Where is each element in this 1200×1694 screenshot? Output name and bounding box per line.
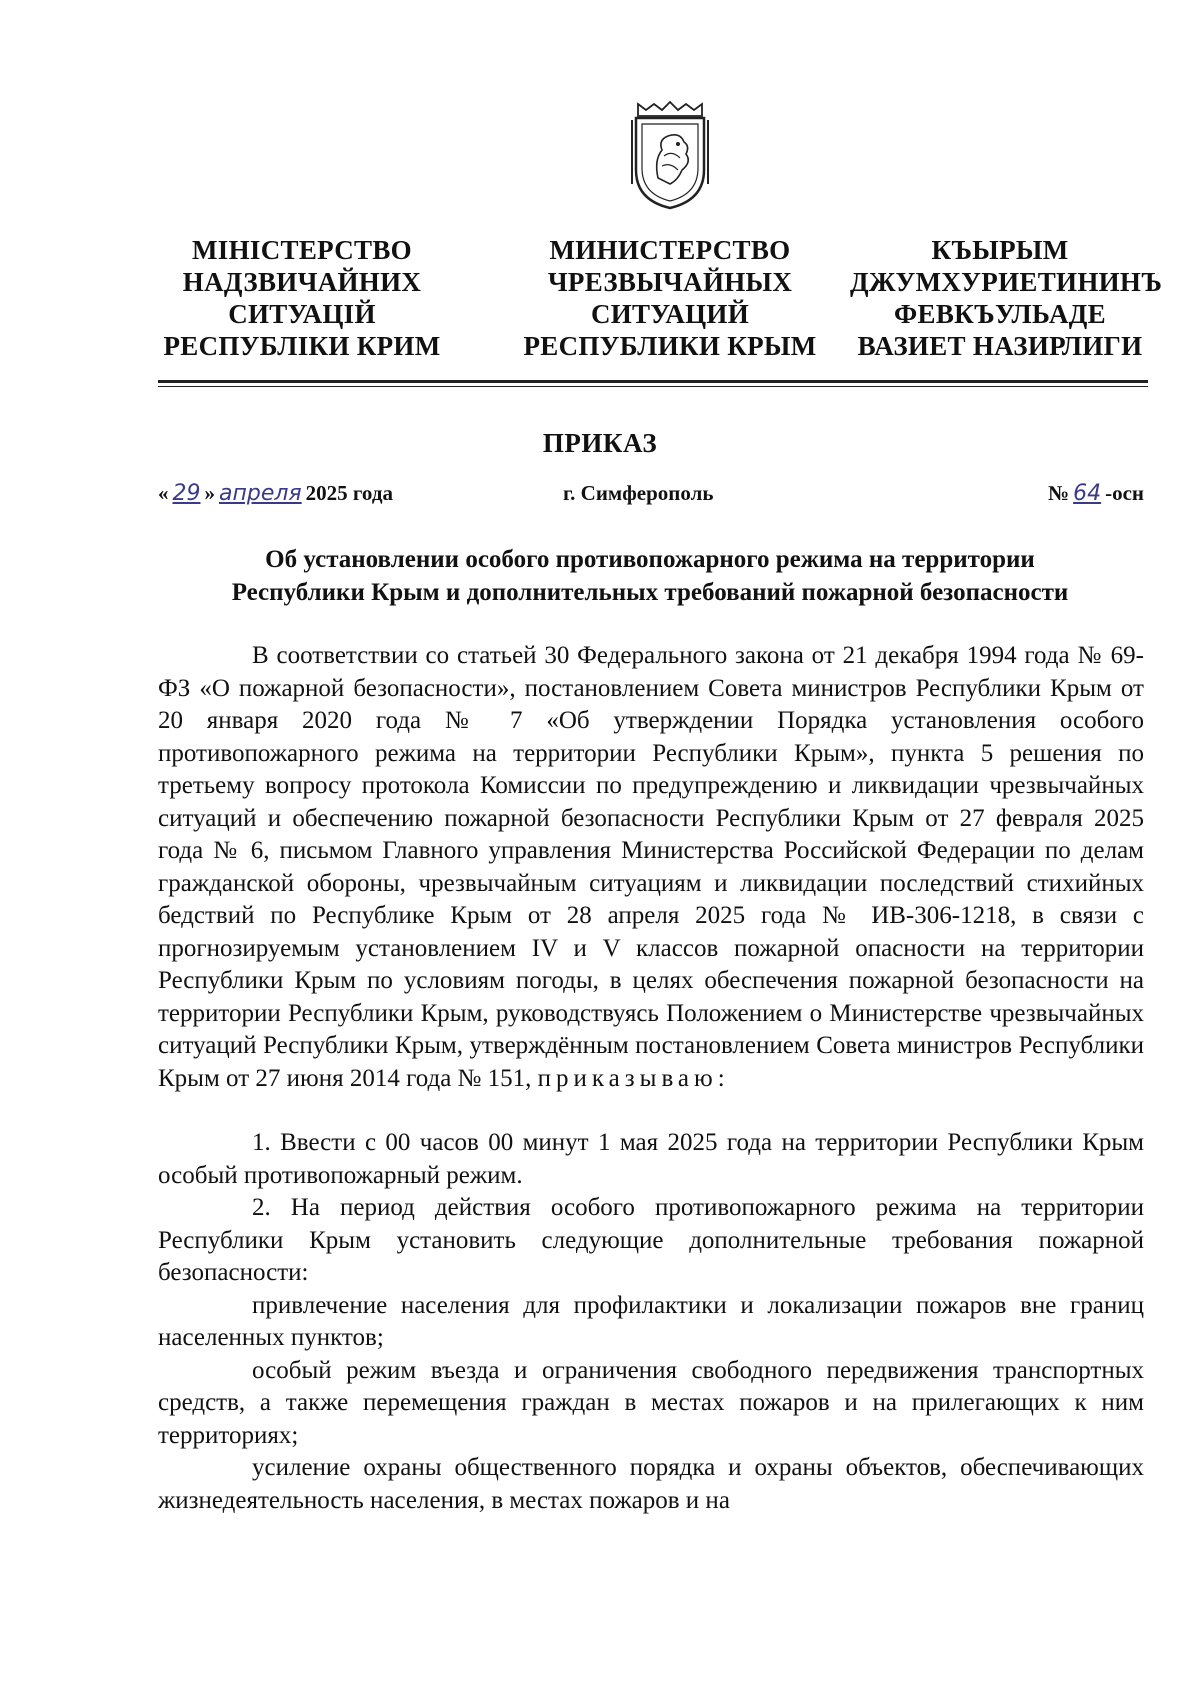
- order-subject: [140, 543, 1160, 609]
- preamble-text: В соответствии со статьей 30 Федерального закона от 21 декабря 1994 года № 69-ФЗ «О пожарной безопасности», постановлением Совета министров Республики Крым от 20 января 2020 года № 7 «Об утверждении Порядка установления особого противопожарного режима на территории Республики Крым», пункта 5 решения по третьему вопросу протокола Комиссии по предупреждению и ликвидации чрезвычайных ситуаций и обеспечению пожарной безопасности Республики Крым от 27 февраля 2025 года № 6, письмом Главного управления Министерства Российской Федерации по делам гражданской обороны, чрезвычайным ситуациям и ликвидации последствий стихийных бедствий по Республике Крым от 28 апреля 2025 года № ИВ-306-1218, в связи с прогнозируемым установлением IV и V классов пожарной опасности на территории Республики Крым по условиям погоды, в целях обеспечения пожарной безопасности на территории Республики Крым, руководствуясь Положением о Министерстве чрезвычайных ситуаций Республики Крым, утверждённым постановлением Совета министров Республики Крым от 27 июня 2014 года № 151,: [158, 642, 1144, 1092]
- header-left-line: НАДЗВИЧАЙНИХ: [182, 267, 422, 297]
- header-left-line: РЕСПУБЛІКИ КРИМ: [163, 331, 441, 361]
- order-date: [158, 481, 393, 506]
- header-left: [152, 234, 452, 362]
- header-center-line: СИТУАЦИЙ: [590, 299, 750, 329]
- subject-line: Об установлении особого противопожарного режима на территории: [265, 546, 1035, 573]
- header-divider-thick: [158, 380, 1148, 383]
- order-number: [1048, 481, 1144, 506]
- header-right-line: ФЕВКЪУЛЬАДЕ: [894, 299, 1106, 329]
- header-center-line: МИНИСТЕРСТВО: [549, 235, 791, 265]
- item-paragraph: 1. Ввести с 00 часов 00 минут 1 мая 2025 года на территории Республики Крым особый противопожарный режим.: [158, 1129, 1144, 1189]
- header-left-line: МІНІСТЕРСТВО: [192, 235, 412, 265]
- date-month: апреля: [219, 481, 302, 506]
- subject-line: Республики Крым и дополнительных требований пожарной безопасности: [231, 579, 1069, 606]
- header-center: [520, 234, 820, 362]
- date-close-quote: »: [204, 481, 215, 505]
- requirement-paragraph: усиление охраны общественного порядка и охраны объектов, обеспечивающих жизнедеятельность населения, в местах пожаров и на: [158, 1454, 1144, 1514]
- preamble-paragraph: [158, 640, 1144, 1095]
- header-right-line: ДЖУМХУРИЕТИНИНЪ: [850, 267, 1163, 297]
- header-right: [850, 234, 1163, 362]
- coat-of-arms-emblem: [628, 100, 712, 210]
- header-left-line: СИТУАЦІЙ: [228, 299, 376, 329]
- order-city: г. Симферополь: [563, 481, 714, 505]
- date-day: 29: [172, 481, 201, 506]
- header-center-line: РЕСПУБЛИКИ КРЫМ: [523, 331, 817, 361]
- header-right-line: ВАЗИЕТ НАЗИРЛИГИ: [857, 331, 1143, 361]
- number-value: 64: [1073, 481, 1102, 506]
- crimea-coat-of-arms-icon: [628, 100, 712, 210]
- page-title: ПРИКАЗ: [542, 428, 658, 458]
- date-open-quote: «: [158, 481, 169, 505]
- number-prefix: №: [1047, 481, 1070, 505]
- item-paragraph: 2. На период действия особого противопожарного режима на территории Республики Крым установить следующие дополнительные требования пожарной безопасности:: [158, 1194, 1144, 1286]
- number-suffix: -осн: [1105, 481, 1144, 505]
- header-divider-thin: [158, 386, 1148, 387]
- header-center-line: ЧРЕЗВЫЧАЙНЫХ: [547, 267, 793, 297]
- requirement-paragraph: привлечение населения для профилактики и локализации пожаров вне границ населенных пунктов;: [158, 1291, 1144, 1351]
- order-body: [158, 640, 1144, 1517]
- requirement-paragraph: особый режим въезда и ограничения свободного передвижения транспортных средств, а также перемещения граждан в местах пожаров и на прилегающих к ним территориях;: [158, 1356, 1144, 1449]
- order-word: приказываю:: [537, 1064, 730, 1092]
- header-right-line: КЪЫРЫМ: [931, 235, 1069, 265]
- date-year: 2025 года: [305, 481, 393, 505]
